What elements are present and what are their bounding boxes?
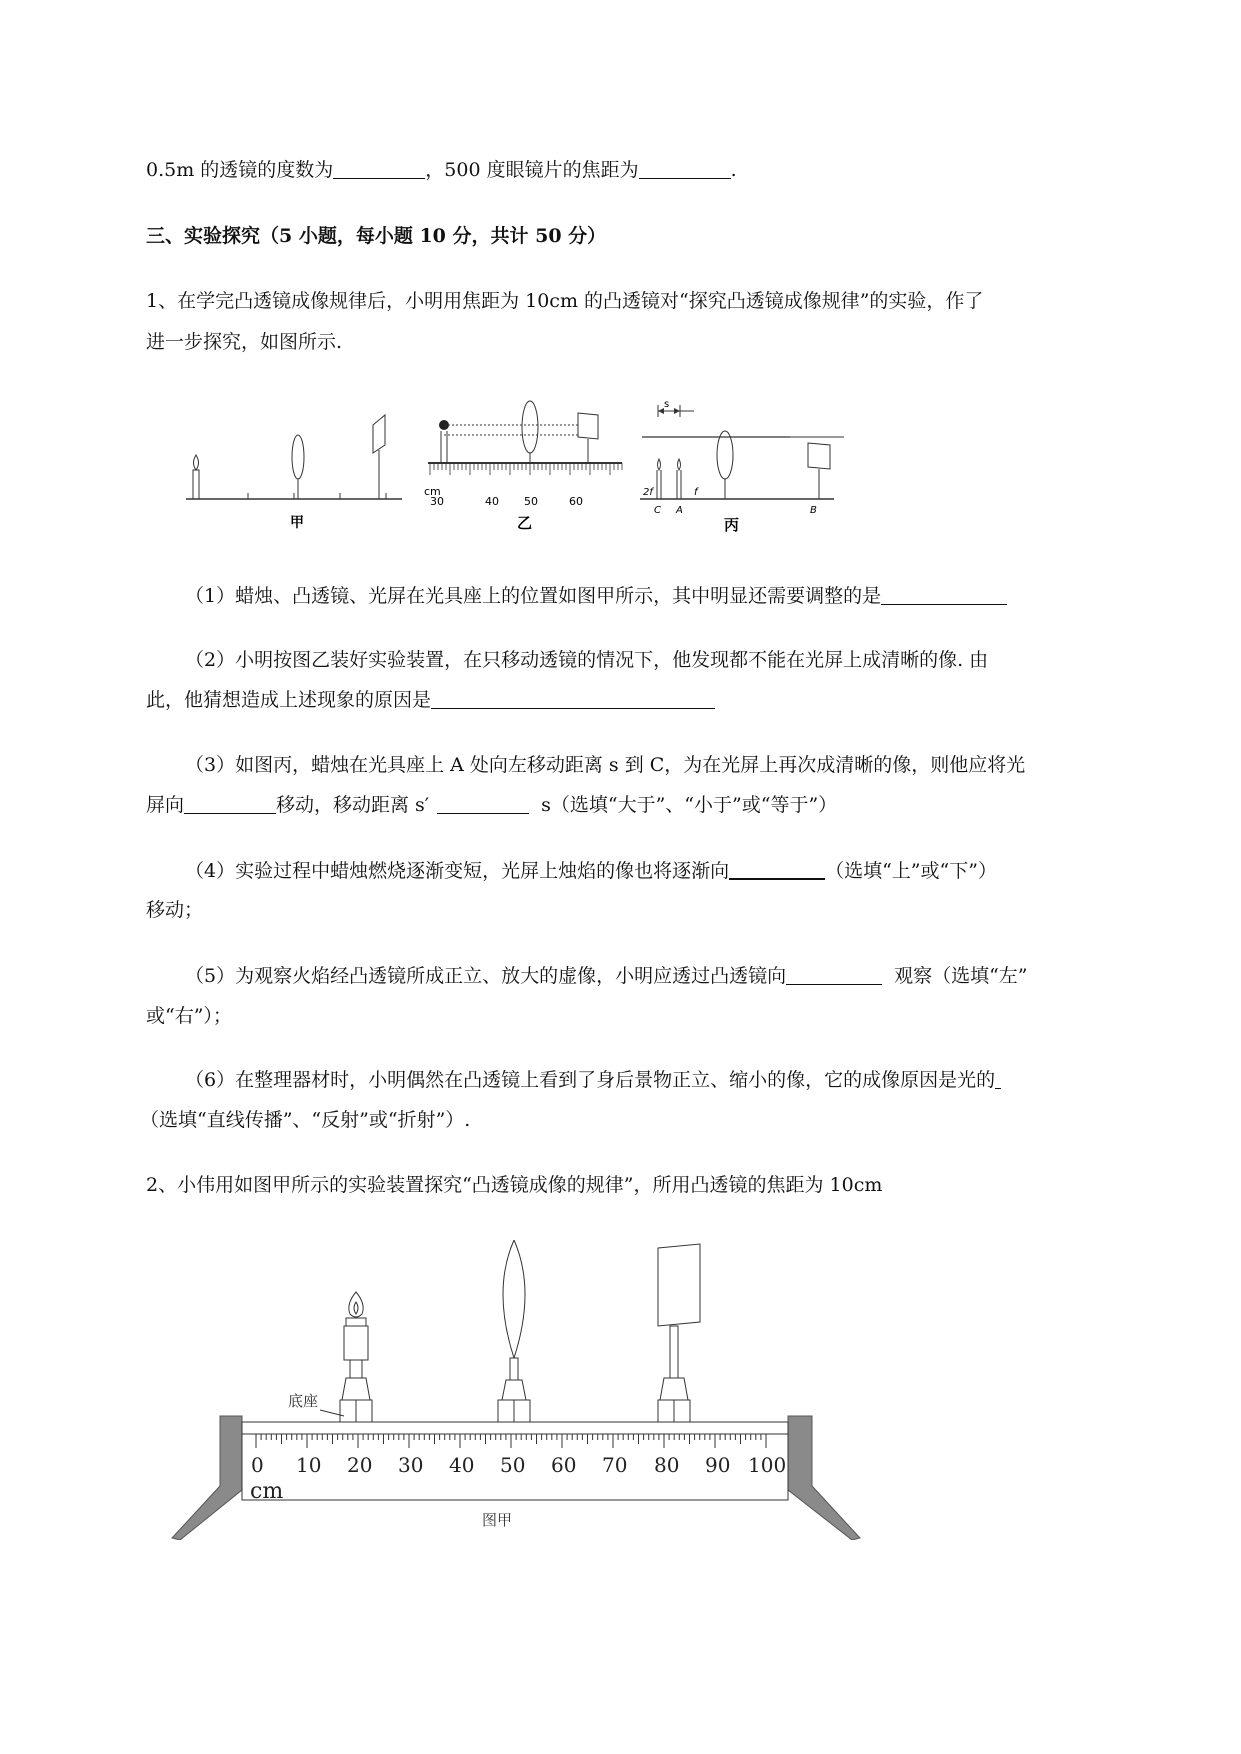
q1-p3-line2: [146, 793, 837, 817]
flame-icon: [678, 459, 681, 470]
left-leg-icon: [172, 1416, 242, 1540]
ruler-label-50: 50: [500, 1453, 526, 1477]
answer-blank[interactable]: [437, 793, 529, 814]
ruler-unit: cm: [250, 1479, 284, 1504]
label-jia: 甲: [290, 515, 304, 531]
q2-line1: 2、小伟用如图甲所示的实验装置探究“凸透镜成像的规律”，所用凸透镜的焦距为 10cm: [146, 1174, 883, 1196]
figure-yi: [424, 401, 622, 532]
q1-p4-line2: 移动；: [146, 899, 204, 921]
figure-caption: 图甲: [482, 1511, 513, 1529]
ruler-label-0: 0: [251, 1453, 264, 1477]
ruler-label-10: 10: [296, 1453, 322, 1477]
q1-p6-line2: （选填“直线传播”、“反射”或“折射”）.: [140, 1109, 471, 1131]
bing-label-2f: 2f: [643, 487, 653, 498]
answer-blank[interactable]: [184, 793, 276, 814]
figure-jia: [186, 415, 402, 531]
q2-figure: [170, 1240, 870, 1540]
screen-assembly: [658, 1244, 700, 1422]
bing-label-A: A: [676, 505, 683, 516]
q1-p5-line2: 或“右”）；: [146, 1005, 232, 1027]
flame-icon: [658, 459, 661, 470]
answer-blank[interactable]: [729, 858, 825, 880]
ruler-label-100: 100: [748, 1453, 787, 1477]
screen-icon: [578, 413, 598, 439]
screen-icon: [373, 415, 385, 453]
answer-blank[interactable]: [786, 964, 882, 985]
q1-p1-text: （1）蜡烛、凸透镜、光屏在光具座上的位置如图甲所示，其中明显还需要调整的是: [185, 585, 882, 607]
lens-icon: [522, 401, 538, 453]
ruler-label-70: 70: [602, 1453, 628, 1477]
continuation-part2: ，500 度眼镜片的焦距为: [425, 159, 639, 181]
candle-icon: [344, 1326, 368, 1360]
base-label: 底座: [288, 1392, 319, 1410]
q1-p2-line2: [146, 688, 715, 712]
lens-icon: [292, 435, 304, 479]
q1-p1: [185, 584, 1007, 608]
bing-diagram-drawn: [640, 399, 834, 534]
ruler-label-20: 20: [347, 1453, 373, 1477]
label-yi: 乙: [517, 514, 533, 532]
q1-p2-line2-text: 此，他猜想造成上述现象的原因是: [146, 689, 432, 711]
bing-label-B: B: [810, 505, 817, 516]
candle-assembly: [340, 1292, 372, 1422]
lens-assembly: [498, 1240, 530, 1422]
answer-blank[interactable]: [639, 158, 731, 179]
yi-tick-50: 50: [524, 495, 538, 508]
bing-label-f: f: [694, 487, 698, 498]
answer-blank[interactable]: [431, 688, 715, 709]
q1-p4-line1: [185, 858, 997, 883]
label-bing: 丙: [724, 516, 740, 534]
yi-ruler-ticks: [430, 463, 622, 475]
right-leg-icon: [788, 1416, 860, 1540]
ruler-label-60: 60: [551, 1453, 577, 1477]
ruler-label-90: 90: [705, 1453, 731, 1477]
continuation-part3: .: [730, 159, 737, 181]
q1-line2: 进一步探究，如图所示.: [146, 331, 343, 353]
continuation-part1: 0.5m 的透镜的度数为: [146, 159, 334, 181]
q1-line1: 1、在学完凸透镜成像规律后，小明用焦距为 10cm 的凸透镜对“探究凸透镜成像规律”的实验，作了: [146, 290, 984, 312]
ruler-label-40: 40: [449, 1453, 475, 1477]
q1-p2-line1: （2）小明按图乙装好实验装置，在只移动透镜的情况下，他发现都不能在光屏上成清晰的像. 由: [185, 649, 989, 671]
q1-p5-line1b: 观察（选填“左”: [894, 965, 1028, 987]
yi-tick-40: 40: [485, 495, 499, 508]
yi-tick-60: 60: [569, 495, 583, 508]
screen-icon: [658, 1244, 700, 1326]
lens-icon: [503, 1240, 525, 1358]
ruler-label-30: 30: [398, 1453, 424, 1477]
section-heading: 三、实验探究（5 小题，每小题 10 分，共计 50 分）: [146, 225, 607, 247]
flame-icon: [194, 455, 199, 470]
q1-p5-line1: [185, 964, 1028, 988]
ruler-label-80: 80: [654, 1453, 680, 1477]
q1-p6-line1-text: （6）在整理器材时，小明偶然在凸透镜上看到了身后景物正立、缩小的像，它的成像原因是光的: [185, 1069, 996, 1091]
q1-p6-line1: [185, 1068, 1001, 1092]
q1-p4-line1b: （选填“上”或“下”）: [825, 860, 997, 882]
bench-rail: [242, 1422, 788, 1434]
continuation-line: [146, 158, 737, 182]
q1-p4-line1a: （4）实验过程中蜡烛燃烧逐渐变短，光屏上烛焰的像也将逐渐向: [185, 860, 730, 882]
q1-p3-line2a: 屏向: [146, 794, 185, 816]
answer-blank[interactable]: [995, 1068, 1001, 1089]
q1-p3-line1: （3）如图丙，蜡烛在光具座上 A 处向左移动距离 s 到 C，为在光屏上再次成清晰的像，则他应将光: [185, 754, 1026, 776]
q1-p3-line2b: 移动，移动距离 s′: [276, 794, 430, 816]
yi-tick-30: 30: [430, 495, 444, 508]
q1-figure: [180, 395, 850, 540]
lens-icon: [717, 431, 733, 479]
screen-icon: [808, 443, 830, 469]
yi-unit: cm: [424, 485, 441, 498]
bing-label-s: s: [664, 399, 670, 410]
q1-p3-line2c: s（选填“大于”、“小于”或“等于”）: [541, 794, 838, 816]
bing-label-C: C: [654, 505, 661, 516]
answer-blank[interactable]: [333, 158, 425, 179]
q1-p5-line1a: （5）为观察火焰经凸透镜所成正立、放大的虚像，小明应透过凸透镜向: [185, 965, 787, 987]
answer-blank[interactable]: [881, 584, 1007, 605]
candle-icon: [193, 470, 199, 499]
